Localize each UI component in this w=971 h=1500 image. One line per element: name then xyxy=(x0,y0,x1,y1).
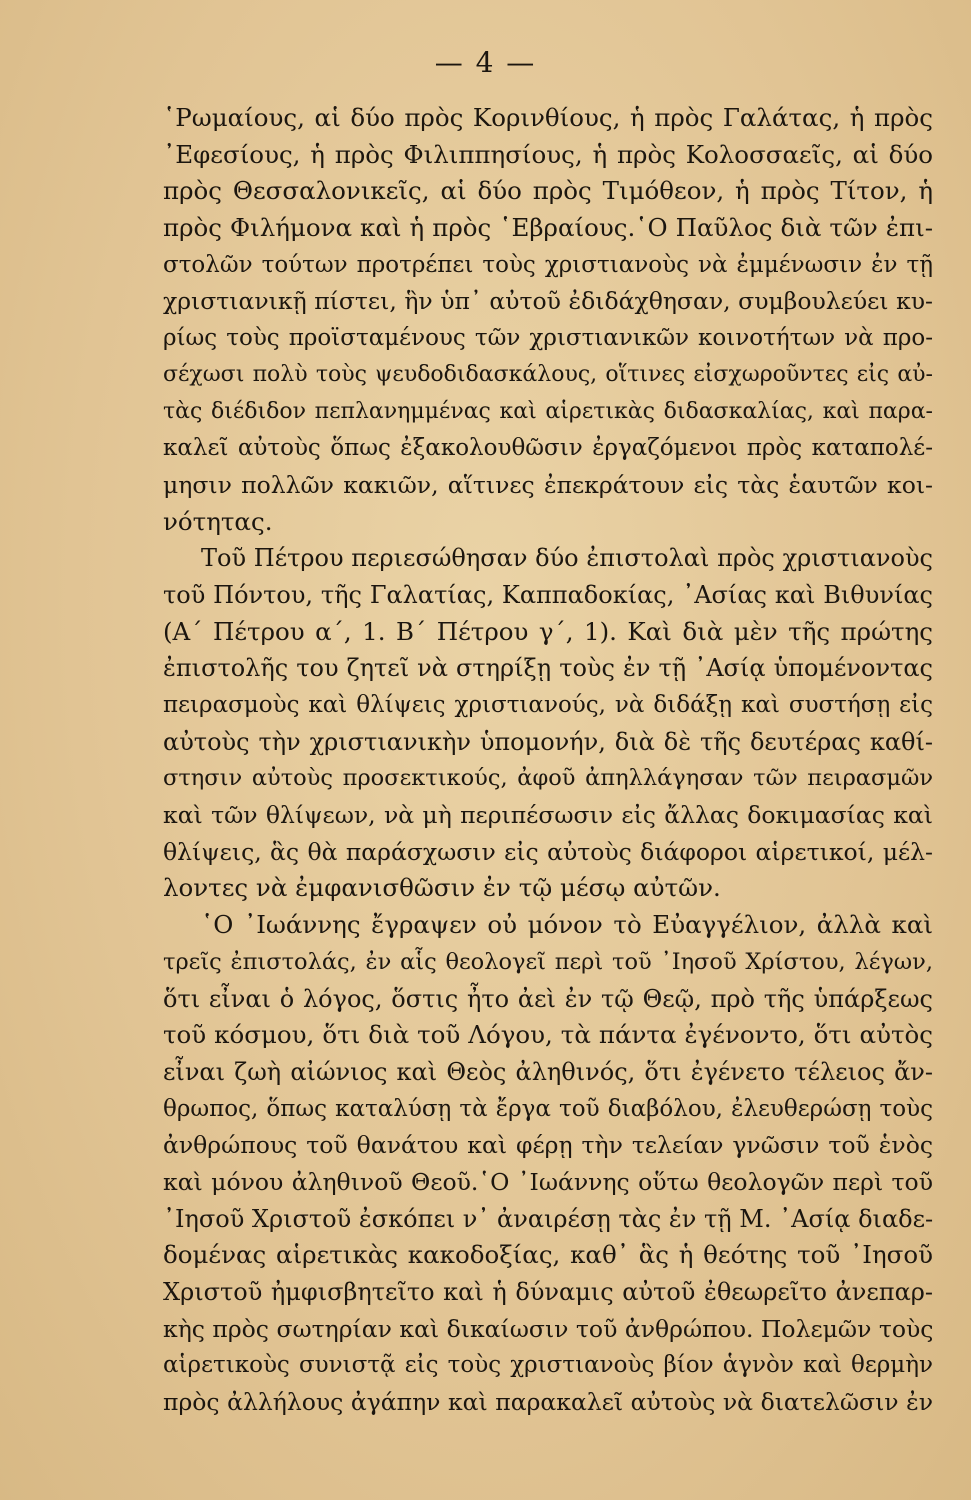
text-line: Τοῦ Πέτρου περιεσώθησαν δύο ἐπιστολαὶ πρὸς χριστιανοὺς xyxy=(201,544,933,573)
text-line: κὴς πρὸς σωτηρίαν καὶ δικαίωσιν τοῦ ἀνθρώπου. Πολεμῶν τοὺς xyxy=(163,1314,933,1343)
text-line: ᾿Εφεσίους, ἡ πρὸς Φιλιππησίους, ἡ πρὸς Κολοσσαεῖς, αἱ δύο xyxy=(163,139,933,169)
page-number: — 4 — xyxy=(434,46,537,79)
text-line: τρεῖς ἐπιστολάς, ἐν αἷς θεολογεῖ περὶ τοῦ ᾿Ιησοῦ Χρίστου, λέγων, xyxy=(163,948,933,975)
text-line: καὶ τῶν θλίψεων, νὰ μὴ περιπέσωσιν εἰς ἄλλας δοκιμασίας καὶ xyxy=(163,801,933,830)
text-line: ἀνθρώπους τοῦ θανάτου καὶ φέρῃ τὴν τελείαν γνῶσιν τοῦ ἑνὸς xyxy=(163,1131,933,1160)
text-line: ῾Ρωμαίους, αἱ δύο πρὸς Κορινθίους, ἡ πρὸς Γαλάτας, ἡ πρὸς xyxy=(163,103,933,132)
text-line: πρὸς Θεσσαλονικεῖς, αἱ δύο πρὸς Τιμόθεον, ἡ πρὸς Τίτον, ἡ xyxy=(163,176,933,206)
text-line: στολῶν τούτων προτρέπει τοὺς χριστιανοὺς νὰ ἐμμένωσιν ἐν τῇ xyxy=(163,251,933,278)
text-line: σέχωσι πολὺ τοὺς ψευδοδιδασκάλους, οἵτινες εἰσχωροῦντες εἰς αὐ- xyxy=(163,361,933,387)
text-line: Χριστοῦ ἠμφισβητεῖτο καὶ ἡ δύναμις αὐτοῦ ἐθεωρεῖτο ἀνεπαρ- xyxy=(163,1278,933,1306)
text-line: ρίως τοὺς προϊσταμένους τῶν χριστιανικῶν κοινοτήτων νὰ προ- xyxy=(163,325,933,352)
text-line: (Α΄ Πέτρου α΄, 1. Β΄ Πέτρου γ΄, 1). Καὶ διὰ μὲν τῆς πρώτης xyxy=(163,616,933,646)
text-line: ᾿Ιησοῦ Χριστοῦ ἐσκόπει ν᾿ ἀναιρέσῃ τὰς ἐν τῇ Μ. ᾿Ασίᾳ διαδε- xyxy=(163,1204,933,1233)
text-line: στησιν αὐτοὺς προσεκτικούς, ἀφοῦ ἀπηλλάγησαν τῶν πειρασμῶν xyxy=(163,765,933,792)
text-line: ἐπιστολῆς του ζητεῖ νὰ στηρίξῃ τοὺς ἐν τῇ ᾿Ασίᾳ ὑπομένοντας xyxy=(163,654,933,683)
text-line: θλίψεις, ἃς θὰ παράσχωσιν εἰς αὐτοὺς διάφοροι αἱρετικοί, μέλ- xyxy=(163,837,933,866)
text-line: καλεῖ αὐτοὺς ὅπως ἐξακολουθῶσιν ἐργαζόμενοι πρὸς καταπολέ- xyxy=(163,435,933,462)
text-line: τοῦ κόσμου, ὅτι διὰ τοῦ Λόγου, τὰ πάντα ἐγένοντο, ὅτι αὐτὸς xyxy=(163,1020,933,1050)
text-line: νότητας. xyxy=(163,506,273,536)
text-line: πρὸς ἀλλήλους ἀγάπην καὶ παρακαλεῖ αὐτοὺς νὰ διατελῶσιν ἐν xyxy=(163,1388,933,1417)
text-line: ῾Ο ᾿Ιωάννης ἔγραψεν οὐ μόνον τὸ Εὐαγγέλιον, ἀλλὰ καὶ xyxy=(201,910,933,940)
text-line: εἶναι ζωὴ αἰώνιος καὶ Θεὸς ἀληθινός, ὅτι ἐγένετο τέλειος ἄν- xyxy=(163,1057,933,1086)
text-line: μησιν πολλῶν κακιῶν, αἵτινες ἐπεκράτουν εἰς τὰς ἑαυτῶν κοι- xyxy=(163,470,933,499)
text-line: πρὸς Φιλήμονα καὶ ἡ πρὸς ῾Εβραίους.῾Ο Παῦλος διὰ τῶν ἐπι- xyxy=(163,213,933,243)
text-line: λοντες νὰ ἐμφανισθῶσιν ἐν τῷ μέσῳ αὐτῶν. xyxy=(163,873,721,903)
text-line: τοῦ Πόντου, τῆς Γαλατίας, Καππαδοκίας, ᾿Ασίας καὶ Βιθυνίας xyxy=(163,580,933,609)
text-line: θρωπος, ὅπως καταλύσῃ τὰ ἔργα τοῦ διαβόλου, ἐλευθερώσῃ τοὺς xyxy=(163,1095,933,1122)
text-line: καὶ μόνου ἀληθινοῦ Θεοῦ.῾Ο ᾿Ιωάννης οὕτω θεολογῶν περὶ τοῦ xyxy=(163,1167,933,1196)
text-line: πειρασμοὺς καὶ θλίψεις χριστιανούς, νὰ διδάξῃ καὶ συστήσῃ εἰς xyxy=(163,692,933,718)
text-line: δομένας αἱρετικὰς κακοδοξίας, καθ᾿ ἃς ἡ θεότης τοῦ ᾿Ιησοῦ xyxy=(163,1240,933,1270)
body-text xyxy=(163,100,933,1421)
text-line: αὐτοὺς τὴν χριστιανικὴν ὑπομονήν, διὰ δὲ τῆς δευτέρας καθί- xyxy=(163,727,933,756)
text-line: αἱρετικοὺς συνιστᾷ εἰς τοὺς χριστιανοὺς βίον ἁγνὸν καὶ θερμὴν xyxy=(163,1352,933,1379)
text-line: χριστιανικῇ πίστει, ἣν ὑπ᾿ αὐτοῦ ἐδιδάχθησαν, συμβουλεύει κυ- xyxy=(163,287,933,316)
text-line: τὰς διέδιδον πεπλανημμένας καὶ αἱρετικὰς διδασκαλίας, καὶ παρα- xyxy=(163,398,933,424)
text-line: ὅτι εἶναι ὁ λόγος, ὅστις ἦτο ἀεὶ ἐν τῷ Θεῷ, πρὸ τῆς ὑπάρξεως xyxy=(163,984,933,1013)
